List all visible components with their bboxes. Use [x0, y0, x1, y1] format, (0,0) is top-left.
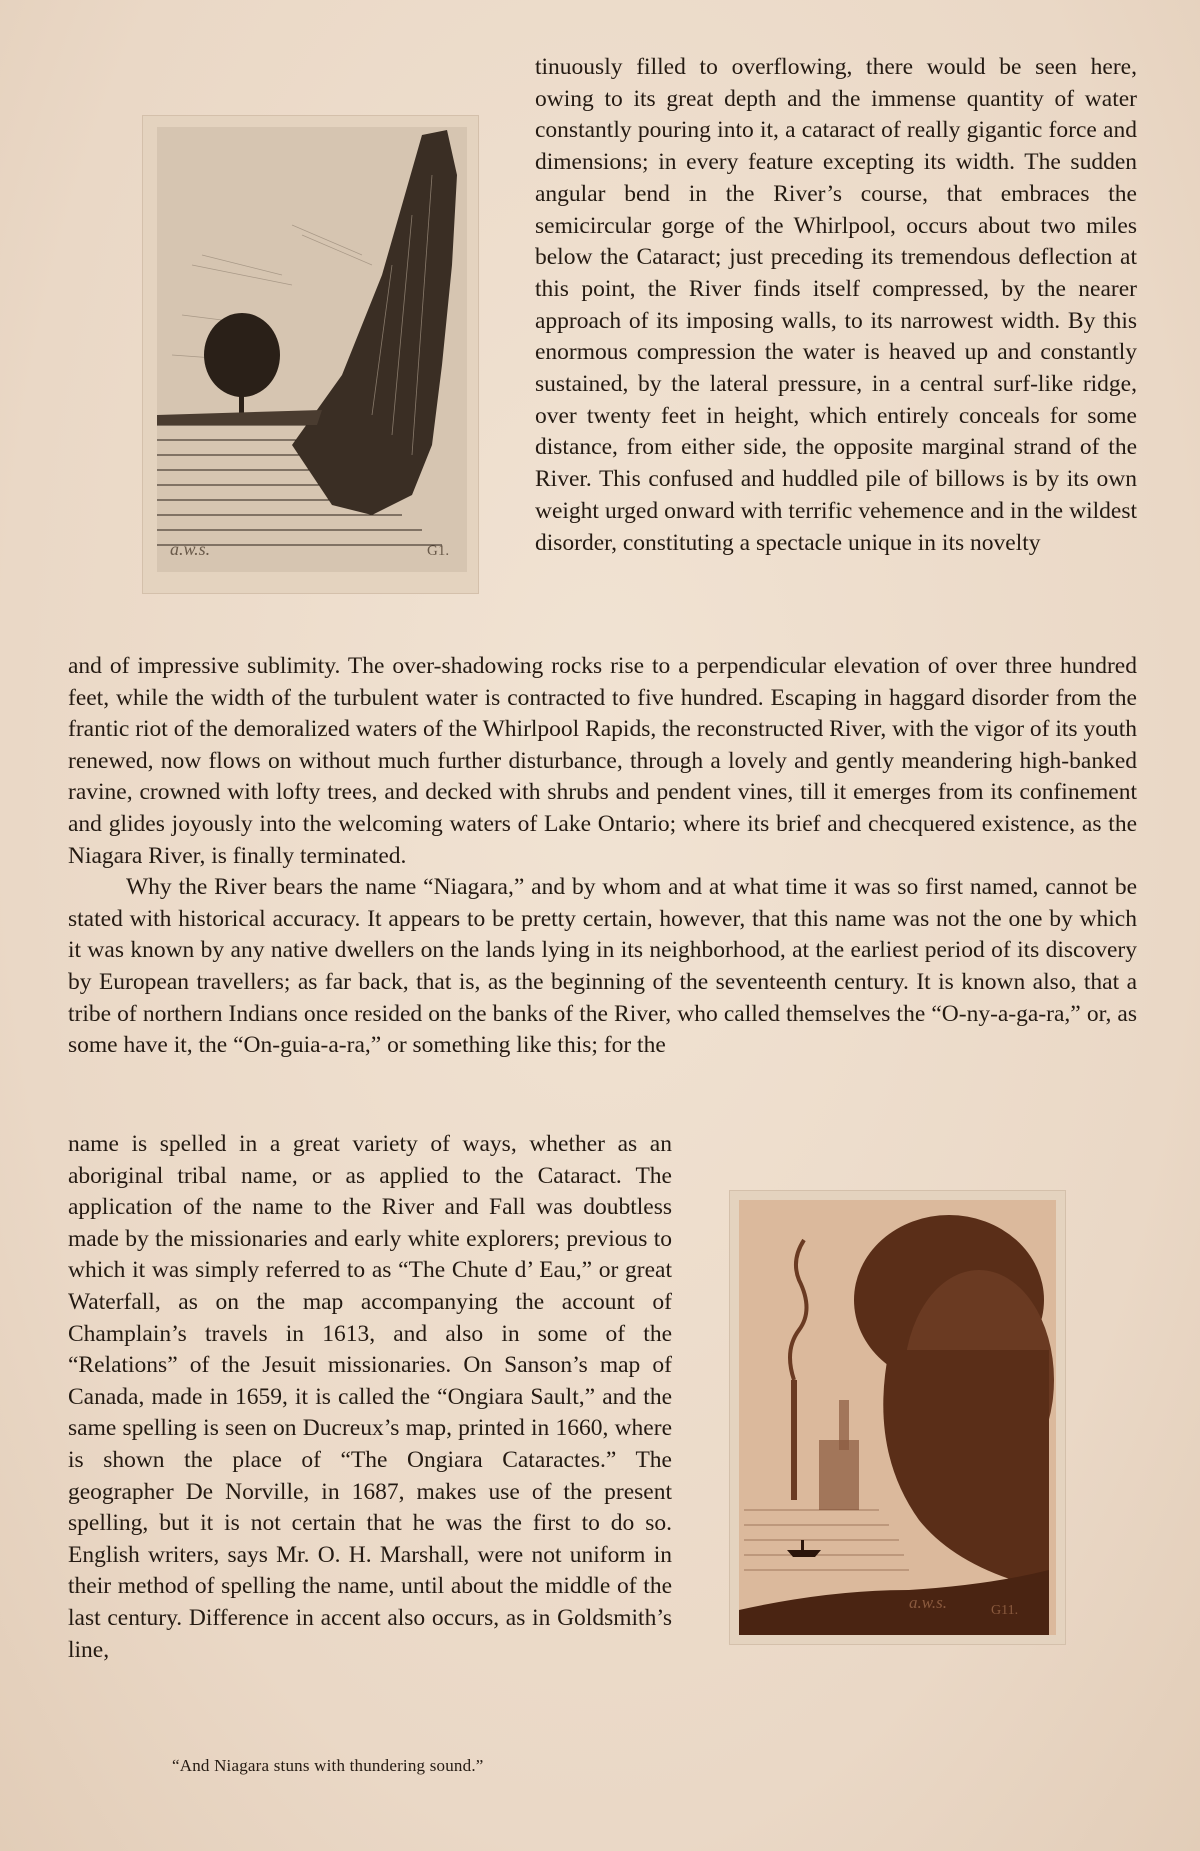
- plate2-signature: a.w.s.: [909, 1593, 947, 1612]
- riverbank-etching-image: [729, 1190, 1066, 1645]
- paragraph-2-left: name is spelled in a great variety of ways, whether as an aboriginal tribal name, or as applied to the Cataract. The application of the name to the River and Fall was doubtless made by the missionaries and early white explorers; previous to which it was simply referred to as “The Chute d’ Eau,” or great Waterfall, as on the map accompanying the account of Champlain’s travels in 1613, and also in some of the “Relations” of the Jesuit missionaries. On Sanson’s map of Canada, made in 1659, it is called the “Ongiara Sault,” and the same spelling is seen on Ducreux’s map, printed in 1660, where is shown the place of “The Ongiara Cataractes.” The geographer De Norville, in 1687, makes use of the present spelling, but it is not certain that he was the first to do so. English writers, says Mr. O. H. Marshall, were not uniform in their method of spelling the name, until about the middle of the last century. Difference in accent also occurs, as in Goldsmith’s line,: [68, 1131, 672, 1663]
- plate2-mark: G11.: [991, 1603, 1019, 1618]
- right-column-text: [535, 52, 1137, 559]
- cliff-etching-image: [142, 115, 479, 594]
- left-column-text: [68, 1129, 672, 1666]
- paragraph-2-full: Why the River bears the name “Niagara,” and by whom and at what time it was so first named, cannot be stated with historical accuracy. It appears to be pretty certain, however, that this name was not the one by which it was known by any native dwellers on the lands lying in its neighborhood, at the earliest period of its discovery by European travellers; as far back, that is, as the beginning of the seventeenth century. It is known also, that a tribe of northern Indians once resided on the banks of the River, who called themselves the “O-ny-a-ga-ra,” or, as some have it, the “On-guia-a-ra,” or something like this; for the: [68, 874, 1137, 1059]
- plate1-mark: G1.: [427, 543, 450, 559]
- paragraph-1-top: tinuously filled to overflowing, there would be seen here, owing to its great depth and the immense quantity of water constantly pouring into it, a cataract of really gigantic force and dimensions; in every feature excepting its width. The sudden angular bend in the River’s course, that embraces the semicircular gorge of the Whirlpool, occurs about two miles below the Cataract; just preceding its tremendous deflection at this point, the River finds itself compressed, by the nearer approach of its imposing walls, to its narrowest width. By this enormous compression the water is heaved up and constantly sustained, by the lateral pressure, in a central surf-like ridge, over twenty feet in height, which entirely conceals for some distance, from either side, the opposite marginal strand of the River. This confused and huddled pile of billows is by its own weight urged onward with terrific vehemence and in the wildest disorder, constituting a spectacle unique in its novelty: [535, 54, 1137, 556]
- cliff-etching-plate: [142, 115, 479, 594]
- riverbank-etching-plate: [729, 1190, 1066, 1645]
- paragraph-1-bottom: and of impressive sublimity. The over-shadowing rocks rise to a perpendicular elevation of over three hundred feet, while the width of the turbulent water is contracted to five hundred. Escaping in haggard disorder from the frantic riot of the demoralized waters of the Whirlpool Rapids, the reconstructed River, with the vigor of its youth renewed, now flows on without much further disturbance, through a lovely and gently meandering high-banked ravine, crowned with lofty trees, and decked with shrubs and pendent vines, till it emerges from its confinement and glides joyously into the welcoming waters of Lake Ontario; where its brief and checquered existence, as the Niagara River, is finally terminated.: [68, 653, 1137, 869]
- plate1-signature: a.w.s.: [170, 539, 211, 559]
- full-width-text: [68, 651, 1137, 1062]
- goldsmith-quote: “And Niagara stuns with thundering sound.”: [172, 1756, 484, 1775]
